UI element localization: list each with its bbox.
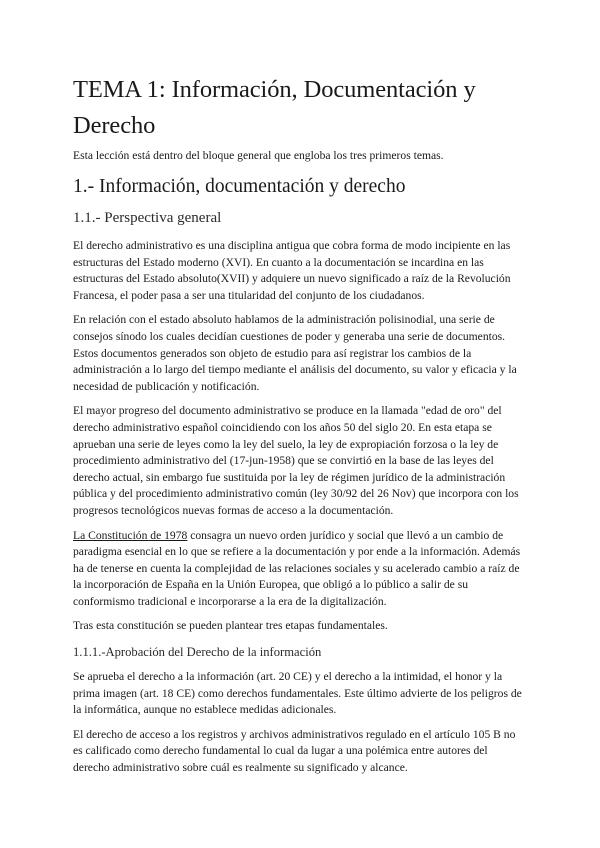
stages-text: Tras esta constitución se pueden plantear tres etapas fundamentales. xyxy=(73,619,388,633)
paragraph-2: En relación con el estado absoluto hablamos de la administración polisinodial, una serie de consejos sínodo los cuales decidían cuestiones de poder y generaba una serie de documentos. Estos documentos generados son objeto de estudio para así registrar los cambios de la administración a lo largo del tiempo mediante el análisis del documento, su valor y eficacia y la necesidad de publicación y notificación. xyxy=(73,313,517,393)
paragraph-rights: Se aprueba el derecho a la información (art. 20 CE) y el derecho a la intimidad, el honor y la prima imagen (art. 18 CE) como derechos fundamentales. Este último advierte de los peligros de la informática, aunque no establece medidas adicionales. xyxy=(73,670,522,717)
constitution-text: consagra un nuevo orden jurídico y social que llevó a un cambio de paradigma esencial en lo que se refiere a la documentación y por ende a la información. Además ha de tenerse en cuenta la complejidad de las relaciones sociales y su acelerado cambio a raíz de la incorporación de España en la Unión Europea, que obligó a lo público a salir de su conformismo tradicional e incorporarse a la era de la digitalización. xyxy=(73,528,521,608)
paragraph-1: El derecho administrativo es una disciplina antigua que cobra forma de modo incipiente en las estructuras del Estado moderno (XVI). En cuanto a la documentación se incardina en las estructuras del Estado absoluto(XVII) y adquiere un nuevo significado a raíz de la Revolución Francesa, el poder pasa a ser una titularidad del conjunto de los ciudadanos. xyxy=(73,239,511,302)
section-heading: 1.- Información, documentación y derecho xyxy=(73,176,406,197)
paragraph-3: El mayor progreso del documento administrativo se produce en la llamada "edad de oro" del derecho administrativo español coincidiendo con los años 50 del siglo 20. En esta etapa se aprueban una serie de leyes como la ley del suelo, la ley de expropiación forzosa o la ley de procedimiento administrativo del (17-jun-1958) que se convirtió en la base de las leyes del derecho actual, sin embargo fue sustituida por la ley de régimen jurídico de la administración pública y del procedimiento administrativo común (ley 30/92 del 26 Nov) que incorpora con los progresos tecnológicos nuevas formas de acceso a la documentación. xyxy=(73,404,519,517)
paragraph-constitution xyxy=(73,528,527,611)
paragraph-access: El derecho de acceso a los registros y archivos administrativos regulado en el artículo 105 B no es calificado como derecho fundamental lo cual da lugar a una polémica entre autores del derecho administrativo sobre cuál es realmente su significado y alcance. xyxy=(73,727,516,775)
document-page xyxy=(73,72,527,777)
constitution-link[interactable]: La Constitución de 1978 xyxy=(73,528,188,542)
subsubsection-heading: 1.1.1.-Aprobación del Derecho de la información xyxy=(73,645,322,660)
intro-text: Esta lección está dentro del bloque general que engloba los tres primeros temas. xyxy=(73,149,444,162)
subsection-heading: 1.1.- Perspectiva general xyxy=(73,210,222,226)
document-title: TEMA 1: Información, Documentación y Derecho xyxy=(73,76,476,139)
